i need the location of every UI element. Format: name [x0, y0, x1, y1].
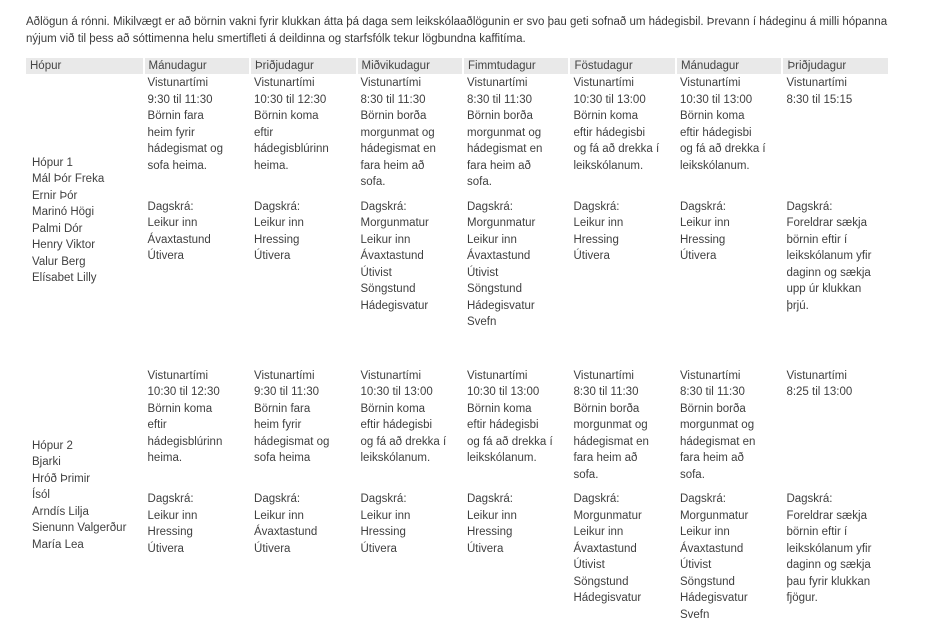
cell-line: leikskólanum. — [679, 159, 750, 172]
header-day: Föstudagur — [569, 58, 675, 74]
attendance-label: Vistunartími — [254, 77, 315, 89]
cell-line: 10:30 til 12:30 — [147, 386, 220, 398]
cell-line: Hressing — [360, 526, 406, 538]
cell-line: daginn og sækja — [786, 266, 871, 279]
cell-line: Morgunmatur — [360, 217, 429, 229]
cell-line: sofa. — [466, 176, 492, 188]
cell-line: og fá að drekka í — [679, 143, 766, 155]
cell-line: hádegismat og — [147, 143, 223, 155]
cell-line: Leikur inn — [679, 526, 730, 538]
cell-line: 9:30 til 11:30 — [254, 386, 320, 398]
cell-line: Útivist — [679, 559, 712, 571]
cell-line: hádegisblúrinn — [147, 435, 223, 448]
child-name: Ernir Þór — [32, 189, 78, 202]
cell-line: Börnin koma — [466, 402, 532, 415]
attendance-cell — [144, 367, 250, 484]
cell-line: fara heim að — [573, 452, 638, 464]
cell-line: eftir hádegisbi — [466, 419, 539, 431]
attendance-cell — [357, 74, 463, 191]
cell-line: sofa heima — [254, 452, 311, 464]
cell-line: Útivera — [466, 542, 504, 555]
header-day: Fimmtudagur — [463, 58, 569, 74]
cell-line: eftir hádegisbi — [360, 419, 433, 431]
cell-line: hádegismat en — [360, 143, 436, 155]
cell-line: hádegismat en — [679, 435, 756, 448]
cell-line: þrjú. — [786, 299, 809, 312]
cell-line: Hádegisvatur — [360, 299, 429, 312]
cell-line: Börnin koma — [360, 402, 426, 415]
schedule-row — [26, 191, 889, 367]
cell-line: heim fyrir — [254, 419, 302, 431]
cell-line: sofa heima. — [147, 159, 207, 172]
group-members — [26, 74, 144, 367]
attendance-label: Vistunartími — [360, 77, 422, 89]
cell-line: Útivera — [254, 542, 291, 555]
cell-line: börnin eftir í — [786, 233, 848, 246]
group-members — [26, 367, 144, 624]
activities-cell — [144, 191, 250, 367]
cell-line: Útivera — [147, 542, 184, 555]
header-day: Mánudagur — [144, 58, 250, 74]
attendance-cell — [569, 367, 675, 484]
cell-line: Foreldrar sækja — [786, 509, 867, 522]
cell-line: Leikur inn — [573, 217, 624, 229]
attendance-label: Vistunartími — [786, 369, 847, 382]
cell-line: fara heim að — [360, 159, 425, 172]
cell-line: Svefn — [466, 316, 497, 328]
cell-line: Hressing — [147, 526, 193, 538]
activities-label: Dagskrá: — [147, 493, 194, 505]
cell-line: Börnin fara — [254, 402, 311, 415]
activities-cell — [676, 191, 782, 367]
cell-line: fjögur. — [786, 592, 818, 604]
cell-line: morgunmat og — [360, 126, 435, 139]
cell-line: Börnin koma — [679, 110, 745, 122]
cell-line: Leikur inn — [254, 217, 304, 229]
attendance-label: Vistunartími — [360, 369, 422, 382]
cell-line: upp úr klukkan — [786, 283, 862, 295]
cell-line: Söngstund — [679, 575, 735, 588]
cell-line: Útivist — [466, 266, 499, 279]
cell-line: og fá að drekka í — [360, 435, 447, 448]
cell-line: 8:30 til 11:30 — [466, 93, 532, 106]
cell-line: Foreldrar sækja — [786, 217, 867, 229]
cell-line: 8:25 til 13:00 — [786, 386, 853, 398]
attendance-cell — [569, 74, 675, 191]
cell-line: og fá að drekka í — [466, 435, 553, 448]
cell-line: Hressing — [466, 526, 513, 538]
cell-line: Útivist — [360, 266, 392, 279]
cell-line: 10:30 til 13:00 — [679, 93, 753, 106]
cell-line: hádegismat en — [573, 435, 649, 448]
header-row — [26, 58, 889, 74]
intro-paragraph: Aðlögun á rónni. Mikilvægt er að börnin vakni fyrir klukkan átta þá daga sem leikskólaaðlögunin er svo þau geti sofnað um hádegisbil. Þrevann í hádeginu á milli hópanna nýjum við til þess að sóttimenna helu smertifleti á deildinna og starfsfólk tekur lögbundna kaffitíma. — [26, 16, 888, 45]
attendance-label: Vistunartími — [147, 77, 209, 89]
child-name: Sienunn Valgerður — [32, 522, 127, 534]
cell-line: Ávaxtastund — [573, 542, 637, 555]
activities-label: Dagskrá: — [147, 200, 194, 213]
cell-line: Börnin koma — [147, 402, 213, 415]
cell-line: börnin eftir í — [786, 526, 848, 538]
cell-line: Leikur inn — [147, 217, 198, 229]
header-day: Mánudagur — [676, 58, 782, 74]
cell-line: leikskólanum yfir — [786, 250, 872, 262]
activities-label: Dagskrá: — [254, 200, 301, 213]
cell-line: Ávaxtastund — [466, 250, 531, 262]
cell-line: Útivera — [679, 250, 717, 262]
cell-line: Börnin borða — [573, 402, 640, 415]
cell-line: Leikur inn — [573, 526, 624, 538]
activities-label: Dagskrá: — [679, 493, 726, 505]
cell-line: Börnin borða — [466, 110, 533, 122]
cell-line: Útivera — [360, 542, 397, 555]
cell-line: Hressing — [573, 233, 619, 246]
cell-line: leikskólanum. — [360, 452, 431, 464]
activities-label: Dagskrá: — [786, 200, 833, 213]
cell-line: Morgunmatur — [679, 509, 749, 522]
schedule-row — [26, 367, 889, 484]
cell-line: sofa. — [679, 468, 705, 481]
activities-cell — [782, 483, 889, 623]
activities-cell — [250, 191, 356, 367]
cell-line: Hádegisvatur — [466, 299, 535, 312]
activities-label: Dagskrá: — [573, 493, 620, 505]
cell-line: fara heim að — [466, 159, 531, 172]
activities-cell — [569, 191, 675, 367]
cell-line: leikskólanum. — [466, 452, 537, 464]
group-name: Hópur 1 — [32, 156, 73, 169]
attendance-label: Vistunartími — [679, 369, 741, 382]
cell-line: leikskólanum yfir — [786, 542, 872, 555]
cell-line: hádegismat en — [466, 143, 543, 155]
cell-line: morgunmat og — [573, 419, 648, 431]
header-day: Þriðjudagur — [250, 58, 356, 74]
attendance-cell — [782, 367, 889, 484]
cell-line: heima. — [254, 159, 289, 172]
cell-line: 10:30 til 13:00 — [360, 386, 433, 398]
cell-line: leikskólanum. — [573, 159, 644, 172]
activities-label: Dagskrá: — [360, 493, 407, 505]
attendance-cell — [676, 74, 782, 191]
child-name: María Lea — [32, 538, 84, 551]
cell-line: Leikur inn — [147, 509, 198, 522]
cell-line: Ávaxtastund — [360, 250, 424, 262]
schedule-row — [26, 483, 889, 623]
cell-line: og fá að drekka í — [573, 143, 660, 155]
cell-line: 10:30 til 13:00 — [573, 93, 646, 106]
child-name: Mál Þór Freka — [32, 173, 105, 186]
activities-label: Dagskrá: — [466, 200, 514, 213]
cell-line: 10:30 til 13:00 — [466, 386, 540, 398]
cell-line: Börnin borða — [360, 110, 427, 122]
activities-cell — [357, 191, 463, 367]
attendance-label: Vistunartími — [466, 77, 528, 89]
schedule-table — [26, 58, 890, 623]
attendance-label: Vistunartími — [679, 77, 741, 89]
activities-label: Dagskrá: — [573, 200, 620, 213]
activities-cell — [144, 483, 250, 623]
attendance-cell — [782, 74, 889, 191]
header-day: Þriðjudagur — [782, 58, 889, 74]
cell-line: Morgunmatur — [466, 217, 536, 229]
cell-line: eftir — [254, 126, 274, 139]
attendance-label: Vistunartími — [147, 369, 209, 382]
child-name: Valur Berg — [32, 255, 86, 268]
attendance-label: Vistunartími — [573, 369, 634, 382]
activities-cell — [782, 191, 889, 367]
cell-line: Útivera — [254, 250, 291, 262]
activities-label: Dagskrá: — [466, 493, 514, 505]
child-name: Bjarki — [32, 456, 61, 468]
cell-line: Ávaxtastund — [254, 526, 318, 538]
cell-line: Hádegisvatur — [679, 592, 748, 604]
cell-line: Leikur inn — [360, 509, 411, 522]
cell-line: Útivera — [147, 250, 184, 262]
activities-cell — [463, 483, 569, 623]
activities-label: Dagskrá: — [254, 493, 301, 505]
activities-cell — [676, 483, 782, 623]
cell-line: heim fyrir — [147, 126, 195, 139]
cell-line: 8:30 til 11:30 — [360, 93, 426, 106]
cell-line: Hressing — [679, 233, 726, 246]
cell-line: morgunmat og — [466, 126, 542, 139]
header-group: Hópur — [26, 58, 144, 74]
cell-line: 8:30 til 11:30 — [573, 386, 639, 398]
activities-cell — [357, 483, 463, 623]
cell-line: daginn og sækja — [786, 559, 871, 571]
cell-line: eftir hádegisbi — [573, 126, 646, 139]
cell-line: Hádegisvatur — [573, 592, 642, 604]
attendance-label: Vistunartími — [254, 369, 315, 382]
cell-line: hádegismat og — [254, 435, 330, 448]
cell-line: 8:30 til 11:30 — [679, 386, 745, 398]
cell-line: sofa. — [573, 468, 599, 481]
cell-line: Útivist — [573, 559, 605, 571]
child-name: Ísól — [32, 489, 50, 501]
cell-line: Börnin fara — [147, 110, 204, 122]
child-name: Henry Viktor — [32, 239, 96, 252]
cell-line: Leikur inn — [360, 233, 411, 246]
cell-line: Útivera — [573, 250, 610, 262]
document — [26, 14, 892, 623]
cell-line: Ávaxtastund — [147, 233, 211, 246]
attendance-cell — [144, 74, 250, 191]
cell-line: Hressing — [254, 233, 300, 246]
cell-line: Leikur inn — [466, 509, 517, 522]
cell-line: 10:30 til 12:30 — [254, 93, 327, 106]
cell-line: Söngstund — [466, 283, 522, 295]
cell-line: eftir — [147, 419, 167, 431]
cell-line: Söngstund — [573, 575, 629, 588]
cell-line: Leikur inn — [254, 509, 304, 522]
attendance-cell — [250, 367, 356, 484]
child-name: Palmi Dór — [32, 222, 83, 235]
cell-line: Morgunmatur — [573, 509, 642, 522]
attendance-cell — [250, 74, 356, 191]
cell-line: 8:30 til 15:15 — [786, 93, 853, 106]
cell-line: þau fyrir klukkan — [786, 575, 871, 588]
cell-line: Börnin borða — [679, 402, 746, 415]
cell-line: Börnin koma — [254, 110, 319, 122]
cell-line: Leikur inn — [679, 217, 730, 229]
cell-line: heima. — [147, 452, 183, 464]
attendance-label: Vistunartími — [786, 77, 847, 89]
attendance-label: Vistunartími — [466, 369, 528, 382]
cell-line: 9:30 til 11:30 — [147, 93, 213, 106]
attendance-cell — [676, 367, 782, 484]
cell-line: hádegisblúrinn — [254, 143, 329, 155]
schedule-row — [26, 74, 889, 191]
cell-line: eftir hádegisbi — [679, 126, 752, 139]
activities-label: Dagskrá: — [360, 200, 407, 213]
child-name: Elísabet Lilly — [32, 272, 97, 285]
attendance-cell — [357, 367, 463, 484]
cell-line: Leikur inn — [466, 233, 517, 246]
attendance-cell — [463, 367, 569, 484]
cell-line: Söngstund — [360, 283, 416, 295]
cell-line: morgunmat og — [679, 419, 755, 431]
child-name: Arndís Lilja — [32, 505, 89, 518]
cell-line: fara heim að — [679, 452, 744, 464]
activities-cell — [569, 483, 675, 623]
cell-line: Börnin koma — [573, 110, 639, 122]
attendance-label: Vistunartími — [573, 77, 634, 89]
cell-line: Ávaxtastund — [679, 542, 744, 555]
child-name: Marinó Högi — [32, 206, 94, 219]
activities-label: Dagskrá: — [679, 200, 726, 213]
header-day: Miðvikudagur — [357, 58, 463, 74]
activities-cell — [250, 483, 356, 623]
attendance-cell — [463, 74, 569, 191]
cell-line: Svefn — [679, 608, 710, 621]
child-name: Hróð Þrimir — [32, 472, 91, 485]
cell-line: sofa. — [360, 176, 386, 188]
activities-label: Dagskrá: — [786, 493, 833, 505]
activities-cell — [463, 191, 569, 367]
group-name: Hópur 2 — [32, 439, 73, 452]
